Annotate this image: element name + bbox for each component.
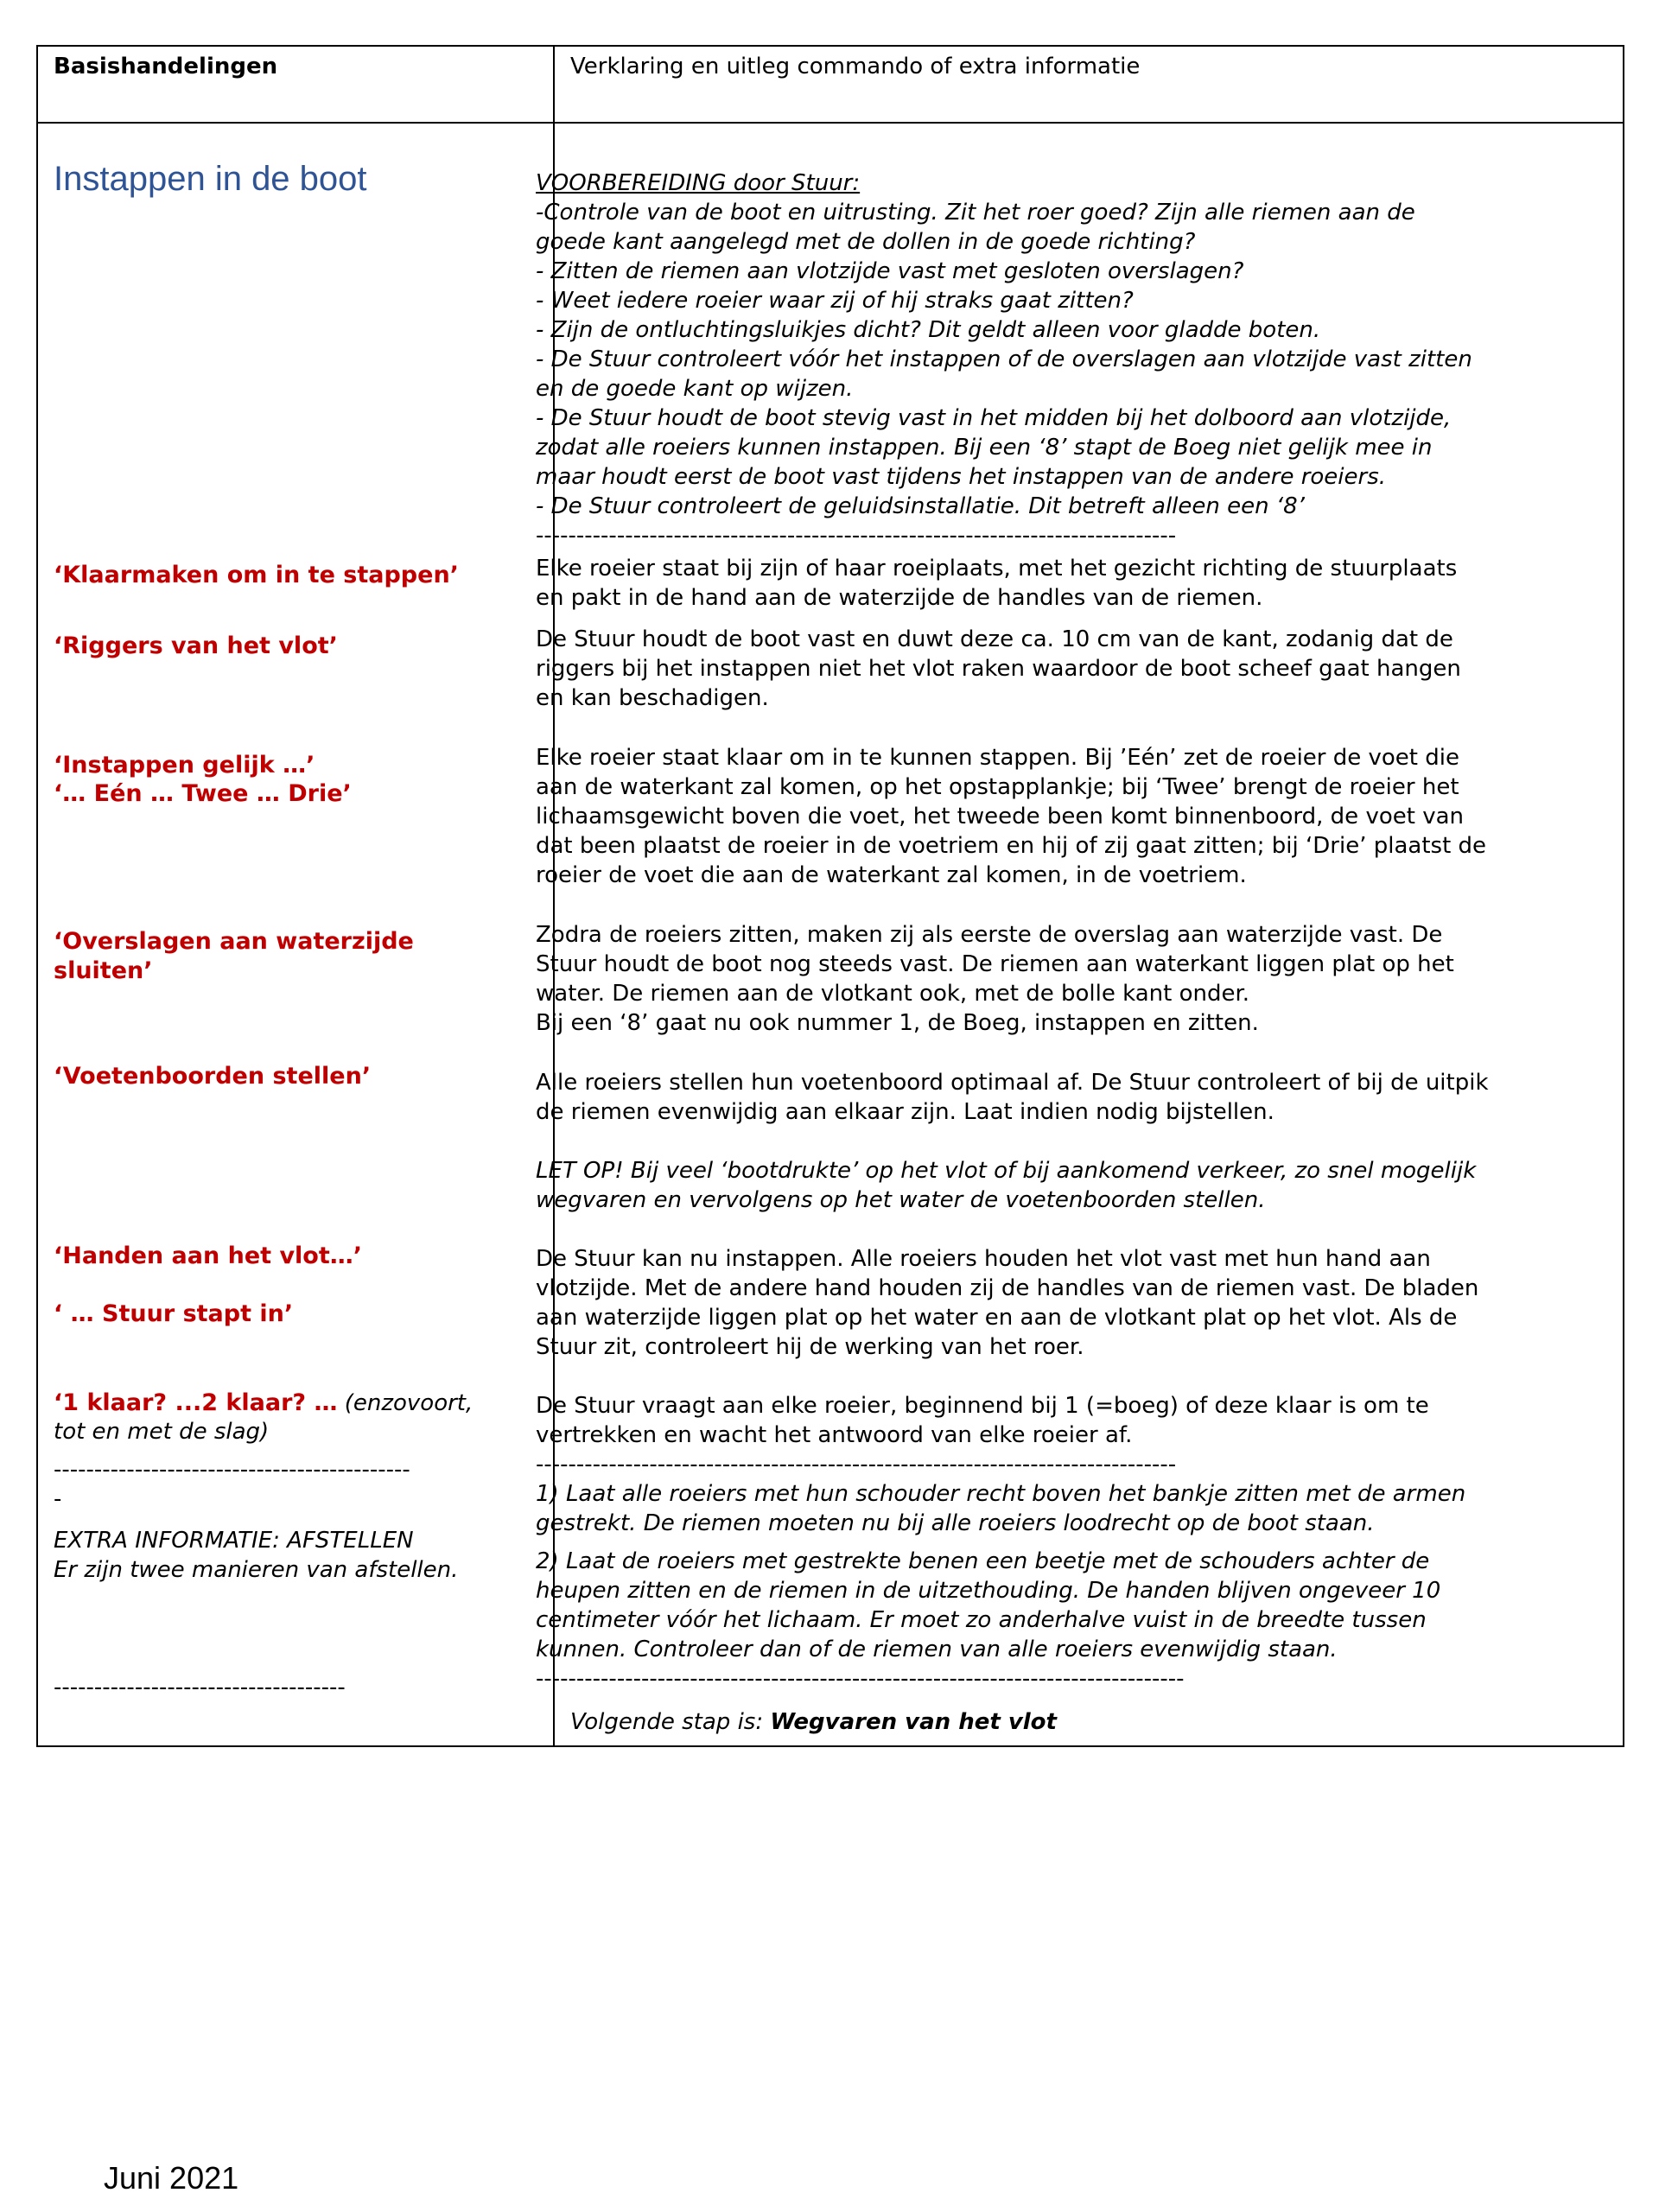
text-line: heupen zitten en de riemen in de uitzethouding. De handen blijven ongeveer 10	[536, 1578, 1441, 1604]
next-step-title: Wegvaren van het vlot	[770, 1709, 1057, 1735]
cmd-klaar-bold: ‘1 klaar? ...2 klaar? …	[54, 1389, 338, 1416]
text-line: water. De riemen aan de vlotkant ook, met de bolle kant onder.	[536, 981, 1250, 1007]
voetenboorden-explanation	[536, 1068, 1616, 1127]
handen-explanation	[536, 1244, 1616, 1362]
text-line: De Stuur houdt de boot vast en duwt deze ca. 10 cm van de kant, zodanig dat de	[536, 626, 1453, 652]
text-line: Stuur houdt de boot nog steeds vast. De riemen aan waterkant liggen plat op het	[536, 951, 1454, 977]
voorbereiding-block	[536, 168, 1616, 550]
cmd-klaar-note: (enzovoort,	[337, 1390, 474, 1416]
voorbereiding-line: - Zitten de riemen aan vlotzijde vast met gesloten overslagen?	[536, 258, 1244, 284]
text-line: De Stuur vraagt aan elke roeier, beginnend bij 1 (=boeg) of deze klaar is om te	[536, 1393, 1429, 1419]
text-line: riggers bij het instappen niet het vlot raken waardoor de boot scheef gaat hangen	[536, 656, 1461, 682]
text-line: De Stuur kan nu instappen. Alle roeiers houden het vlot vast met hun hand aan	[536, 1246, 1431, 1272]
klaar-explanation	[536, 1391, 1616, 1479]
voorbereiding-line: - Zijn de ontluchtingsluikjes dicht? Dit geldt alleen voor gladde boten.	[536, 317, 1321, 343]
footer-date: Juni 2021	[104, 2160, 239, 2196]
let-op-note	[536, 1156, 1616, 1215]
cmd-klaar-note-2: tot en met de slag)	[54, 1419, 270, 1445]
dash-separator-left-2: ------------------------------------	[54, 1675, 346, 1700]
voorbereiding-line: en de goede kant op wijzen.	[536, 376, 854, 402]
text-line: Bij een ‘8’ gaat nu ook nummer 1, de Boeg, instappen en zitten.	[536, 1010, 1259, 1036]
overslagen-explanation	[536, 920, 1616, 1038]
text-line: wegvaren en vervolgens op het water de voetenboorden stellen.	[536, 1187, 1266, 1213]
voorbereiding-line: - De Stuur controleert de geluidsinstallatie. Dit betreft alleen een ‘8’	[536, 493, 1305, 519]
cmd-klaar	[54, 1388, 473, 1418]
text-line: aan waterzijde liggen plat op het water en aan de vlotkant plat op het vlot. Als de	[536, 1305, 1458, 1331]
header-col1: Basishandelingen	[54, 54, 278, 79]
cmd-overslagen-2: sluiten’	[54, 957, 153, 984]
cmd-klaarmaken: ‘Klaarmaken om in te stappen’	[54, 562, 459, 588]
instappen-explanation	[536, 743, 1616, 890]
voorbereiding-line: goede kant aangelegd met de dollen in de goede richting?	[536, 229, 1196, 255]
dash-separator: --------------------------------------------------------------------------------	[536, 1666, 1185, 1692]
dash-separator-left: --------------------------------------------	[54, 1457, 410, 1483]
dash-separator: -------------------------------------------------------------------------------	[536, 1452, 1177, 1478]
section-title: Instappen in de boot	[54, 160, 367, 198]
cmd-riggers: ‘Riggers van het vlot’	[54, 632, 338, 659]
text-line: 2) Laat de roeiers met gestrekte benen een beetje met de schouders achter de	[536, 1548, 1430, 1574]
voorbereiding-line: - Weet iedere roeier waar zij of hij straks gaat zitten?	[536, 288, 1134, 314]
text-line: roeier de voet die aan de waterkant zal komen, in de voetriem.	[536, 862, 1247, 888]
extra-info-title: EXTRA INFORMATIE: AFSTELLEN	[54, 1528, 414, 1554]
extra-info-text: Er zijn twee manieren van afstellen.	[54, 1557, 459, 1583]
voorbereiding-line: zodat alle roeiers kunnen instappen. Bij een ‘8’ stapt de Boeg niet gelijk mee in	[536, 435, 1433, 461]
cmd-handen: ‘Handen aan het vlot…’	[54, 1243, 363, 1269]
header-divider	[38, 122, 1623, 124]
header-col2: Verklaring en uitleg commando of extra informatie	[570, 54, 1141, 79]
klaarmaken-explanation	[536, 554, 1616, 613]
afstellen-method-2	[536, 1547, 1616, 1694]
text-line: vlotzijde. Met de andere hand houden zij de handles van de riemen vast. De bladen	[536, 1275, 1479, 1301]
text-line: en kan beschadigen.	[536, 685, 769, 711]
voorbereiding-line: - De Stuur houdt de boot stevig vast in het midden bij het dolboord aan vlotzijde,	[536, 405, 1452, 431]
text-line: vertrekken en wacht het antwoord van elke roeier af.	[536, 1422, 1133, 1448]
text-line: en pakt in de hand aan de waterzijde de handles van de riemen.	[536, 585, 1263, 611]
text-line: gestrekt. De riemen moeten nu bij alle roeiers loodrecht op de boot staan.	[536, 1510, 1375, 1536]
next-step-label: Volgende stap is:	[570, 1709, 771, 1735]
voorbereiding-title: VOORBEREIDING door Stuur:	[536, 170, 861, 196]
cmd-instappen-1: ‘Instappen gelijk …’	[54, 752, 315, 779]
afstellen-method-1	[536, 1479, 1616, 1538]
next-step	[570, 1707, 1057, 1737]
text-line: kunnen. Controleer dan of de riemen van alle roeiers evenwijdig staan.	[536, 1637, 1338, 1662]
cmd-stuur: ‘ … Stuur stapt in’	[54, 1300, 294, 1327]
text-line: dat been plaatst de roeier in de voetriem en hij of zij gaat zitten; bij ‘Drie’ plaatst de	[536, 833, 1487, 859]
text-line: centimeter vóór het lichaam. Er moet zo anderhalve vuist in de breedte tussen	[536, 1607, 1427, 1633]
voorbereiding-line: maar houdt eerst de boot vast tijdens het instappen van de andere roeiers.	[536, 464, 1387, 490]
dash-separator-left-end: -	[54, 1486, 62, 1512]
cmd-voetenboorden: ‘Voetenboorden stellen’	[54, 1063, 372, 1090]
dash-separator: -------------------------------------------------------------------------------	[536, 523, 1177, 549]
voorbereiding-line: -Controle van de boot en uitrusting. Zit het roer goed? Zijn alle riemen aan de	[536, 200, 1415, 226]
text-line: LET OP! Bij veel ‘bootdrukte’ op het vlot of bij aankomend verkeer, zo snel mogelijk	[536, 1158, 1477, 1184]
text-line: Zodra de roeiers zitten, maken zij als eerste de overslag aan waterzijde vast. De	[536, 922, 1443, 948]
text-line: lichaamsgewicht boven die voet, het tweede been komt binnenboord, de voet van	[536, 804, 1464, 830]
text-line: Elke roeier staat bij zijn of haar roeiplaats, met het gezicht richting de stuurplaats	[536, 556, 1458, 582]
text-line: Alle roeiers stellen hun voetenboord optimaal af. De Stuur controleert of bij de uitpik	[536, 1070, 1489, 1096]
text-line: 1) Laat alle roeiers met hun schouder recht boven het bankje zitten met de armen	[536, 1481, 1466, 1507]
text-line: aan de waterkant zal komen, op het opstapplankje; bij ‘Twee’ brengt de roeier het	[536, 774, 1459, 800]
riggers-explanation	[536, 625, 1616, 713]
text-line: Stuur zit, controleert hij de werking van het roer.	[536, 1334, 1084, 1360]
cmd-overslagen-1: ‘Overslagen aan waterzijde	[54, 928, 414, 955]
text-line: de riemen evenwijdig aan elkaar zijn. Laat indien nodig bijstellen.	[536, 1099, 1274, 1125]
voorbereiding-line: - De Stuur controleert vóór het instappen of de overslagen aan vlotzijde vast zitten	[536, 346, 1472, 372]
cmd-instappen-2: ‘… Eén … Twee … Drie’	[54, 780, 352, 807]
text-line: Elke roeier staat klaar om in te kunnen stappen. Bij ’Eén’ zet de roeier de voet die	[536, 745, 1459, 771]
